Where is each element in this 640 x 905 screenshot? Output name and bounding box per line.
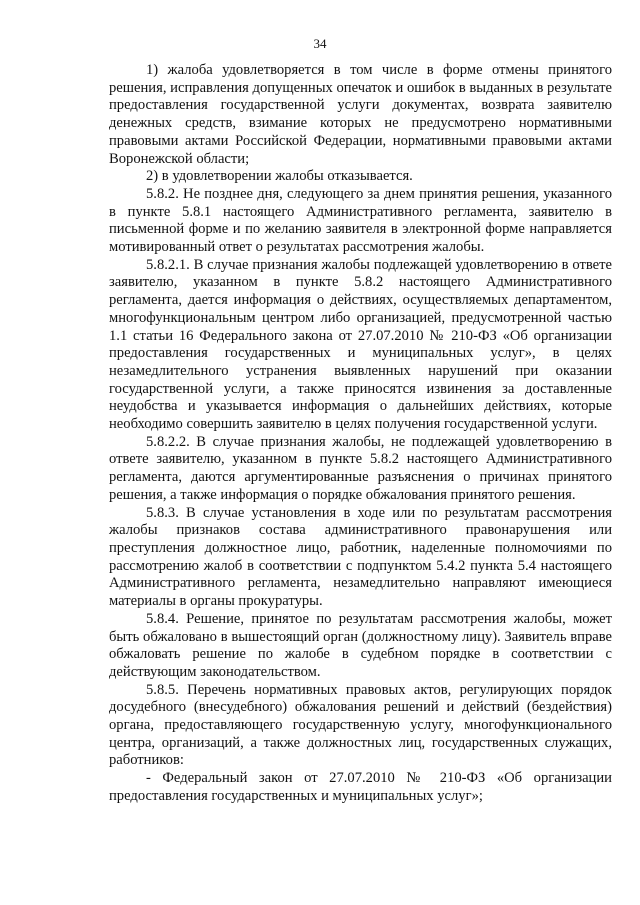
page-number: 34 xyxy=(313,36,327,51)
paragraph-1-complaint-satisfied: 1) жалоба удовлетворяется в том числе в форме отмены принятого решения, исправления допущенных опечаток и ошибок в выданных в результате предоставления государственной услуги документах, возврата заявителю денежных средств, взимание которых не предусмотрено нормативными правовыми актами Российской Федерации, нормативными правовыми актами Воронежской области; xyxy=(109,62,612,167)
paragraph-2-complaint-refused: 2) в удовлетворении жалобы отказывается. xyxy=(146,168,413,185)
paragraph-5-8-2-2: 5.8.2.2. В случае признания жалобы, не подлежащей удовлетворению в ответе заявителю, указанном в пункте 5.8.2 настоящего Административного регламента, даются аргументированные разъяснения о причинах принятого решения, а также информация о порядке обжалования принятого решения. xyxy=(109,433,612,503)
document-body xyxy=(109,62,612,806)
paragraph-5-8-4: 5.8.4. Решение, принятое по результатам рассмотрения жалобы, может быть обжаловано в вышестоящий орган (должностному лицу). Заявитель вправе обжаловать решение по жалобе в судебном порядке в соответствии с действующим законодательством. xyxy=(109,610,612,680)
paragraph-5-8-2-1: 5.8.2.1. В случае признания жалобы подлежащей удовлетворению в ответе заявителю, указанном в пункте 5.8.2 настоящего Административного регламента, дается информация о действиях, осуществляемых департаментом, многофункциональным центром либо организацией, предусмотренной частью 1.1 статьи 16 Федерального закона от 27.07.2010 № 210-ФЗ «Об организации предоставления государственных и муниципальных услуг», в целях незамедлительного устранения выявленных нарушений при оказании государственной услуги, а также приносятся извинения за доставленные неудобства и указывается информация о дальнейших действиях, которые необходимо совершить заявителю в целях получения государственной услуги. xyxy=(109,256,612,433)
paragraph-5-8-2: 5.8.2. Не позднее дня, следующего за днем принятия решения, указанного в пункте 5.8.1 настоящего Административного регламента, заявителю в письменной форме и по желанию заявителя в электронной форме направляется мотивированный ответ о результатах рассмотрения жалобы. xyxy=(109,185,612,256)
paragraph-5-8-3: 5.8.3. В случае установления в ходе или по результатам рассмотрения жалобы признаков состава административного правонарушения или преступления должностное лицо, работник, наделенные полномочиями по рассмотрению жалоб в соответствии с подпунктом 5.4.2 пункта 5.4 настоящего Административного регламента, незамедлительно направляют имеющиеся материалы в органы прокуратуры. xyxy=(109,504,612,610)
paragraph-5-8-5: 5.8.5. Перечень нормативных правовых актов, регулирующих порядок досудебного (внесудебного) обжалования решений и действий (бездействия) органа, предоставляющего государственную услугу, многофункционального центра, организаций, а также должностных лиц, государственных служащих, работников: xyxy=(109,681,612,769)
paragraph-federal-law-list-item: - Федеральный закон от 27.07.2010 № 210-ФЗ «Об организации предоставления государственных и муниципальных услуг»; xyxy=(109,770,612,804)
